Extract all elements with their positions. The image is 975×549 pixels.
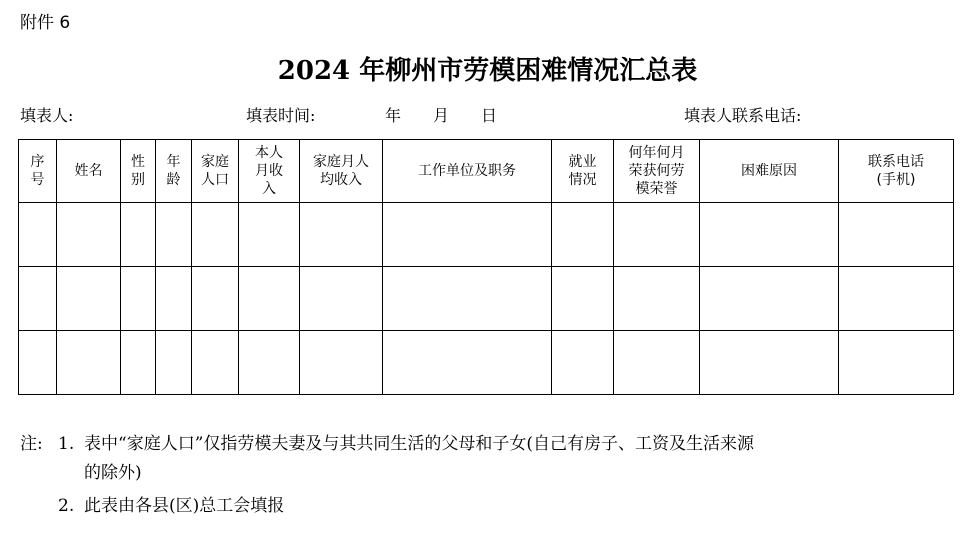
table-cell[interactable] (57, 331, 121, 395)
summary-table (18, 139, 954, 395)
table-cell[interactable] (300, 267, 383, 331)
note-line-2 (20, 492, 965, 521)
table-cell[interactable] (121, 203, 156, 267)
filler-label: 填表人: (20, 106, 74, 125)
table-cell[interactable] (300, 203, 383, 267)
table-cell[interactable] (383, 331, 552, 395)
table-cell[interactable] (192, 331, 239, 395)
table-cell[interactable] (19, 203, 57, 267)
table-cell[interactable] (614, 267, 700, 331)
table-cell[interactable] (19, 267, 57, 331)
table-cell[interactable] (700, 331, 839, 395)
table-cell[interactable] (156, 203, 192, 267)
notes-prefix: 注: (20, 434, 43, 454)
attachment-label: 附件 6 (20, 13, 71, 33)
header-cell-gender: 性 别 (121, 140, 156, 203)
table-cell[interactable] (552, 331, 614, 395)
header-cell-name: 姓名 (57, 140, 121, 203)
table-cell[interactable] (700, 203, 839, 267)
table-cell[interactable] (192, 267, 239, 331)
note-2-text: 此表由各县(区)总工会填报 (84, 496, 285, 516)
table-row (19, 203, 954, 267)
date-label: 填表时间: (246, 106, 316, 125)
header-cell-hardship-reason: 困难原因 (700, 140, 839, 203)
note-2-number: 2. (58, 496, 75, 516)
table-cell[interactable] (700, 267, 839, 331)
table-cell[interactable] (57, 203, 121, 267)
table-cell[interactable] (614, 203, 700, 267)
contact-label: 填表人联系电话: (684, 106, 802, 125)
header-cell-workplace: 工作单位及职务 (383, 140, 552, 203)
table-cell[interactable] (121, 267, 156, 331)
header-cell-monthly-income: 本人 月收 入 (239, 140, 300, 203)
header-cell-index: 序 号 (19, 140, 57, 203)
note-1-continuation: 的除外) (84, 463, 142, 483)
table-cell[interactable] (156, 331, 192, 395)
month-label: 月 (433, 106, 450, 125)
table-cell[interactable] (552, 267, 614, 331)
header-cell-employment: 就业 情况 (552, 140, 614, 203)
table-cell[interactable] (383, 267, 552, 331)
header-row (19, 140, 954, 203)
year-label: 年 (385, 106, 402, 125)
note-line-1 (20, 430, 965, 459)
header-cell-age: 年 龄 (156, 140, 192, 203)
table-cell[interactable] (383, 203, 552, 267)
note-line-1-continued (20, 459, 965, 488)
header-cell-family-size: 家庭 人口 (192, 140, 239, 203)
table-cell[interactable] (839, 267, 954, 331)
table-cell[interactable] (239, 331, 300, 395)
header-cell-phone: 联系电话 (手机) (839, 140, 954, 203)
table-cell[interactable] (839, 203, 954, 267)
meta-row (0, 103, 975, 127)
header-cell-family-income: 家庭月人 均收入 (300, 140, 383, 203)
table-cell[interactable] (300, 331, 383, 395)
table-cell[interactable] (156, 267, 192, 331)
header-cell-honor: 何年何月 荣获何劳 模荣誉 (614, 140, 700, 203)
table-cell[interactable] (192, 203, 239, 267)
table-cell[interactable] (19, 331, 57, 395)
table-cell[interactable] (239, 203, 300, 267)
table-cell[interactable] (57, 267, 121, 331)
table-cell[interactable] (552, 203, 614, 267)
table-row (19, 267, 954, 331)
day-label: 日 (481, 106, 498, 125)
table-cell[interactable] (239, 267, 300, 331)
notes-section (20, 430, 965, 521)
table-cell[interactable] (839, 331, 954, 395)
table-row (19, 331, 954, 395)
note-1-number: 1. (58, 434, 75, 454)
table-cell[interactable] (121, 331, 156, 395)
document-title: 2024 年柳州市劳模困难情况汇总表 (277, 56, 698, 86)
note-1-text: 表中“家庭人口”仅指劳模夫妻及与其共同生活的父母和子女(自己有房子、工资及生活来源 (84, 434, 755, 454)
table-cell[interactable] (614, 331, 700, 395)
